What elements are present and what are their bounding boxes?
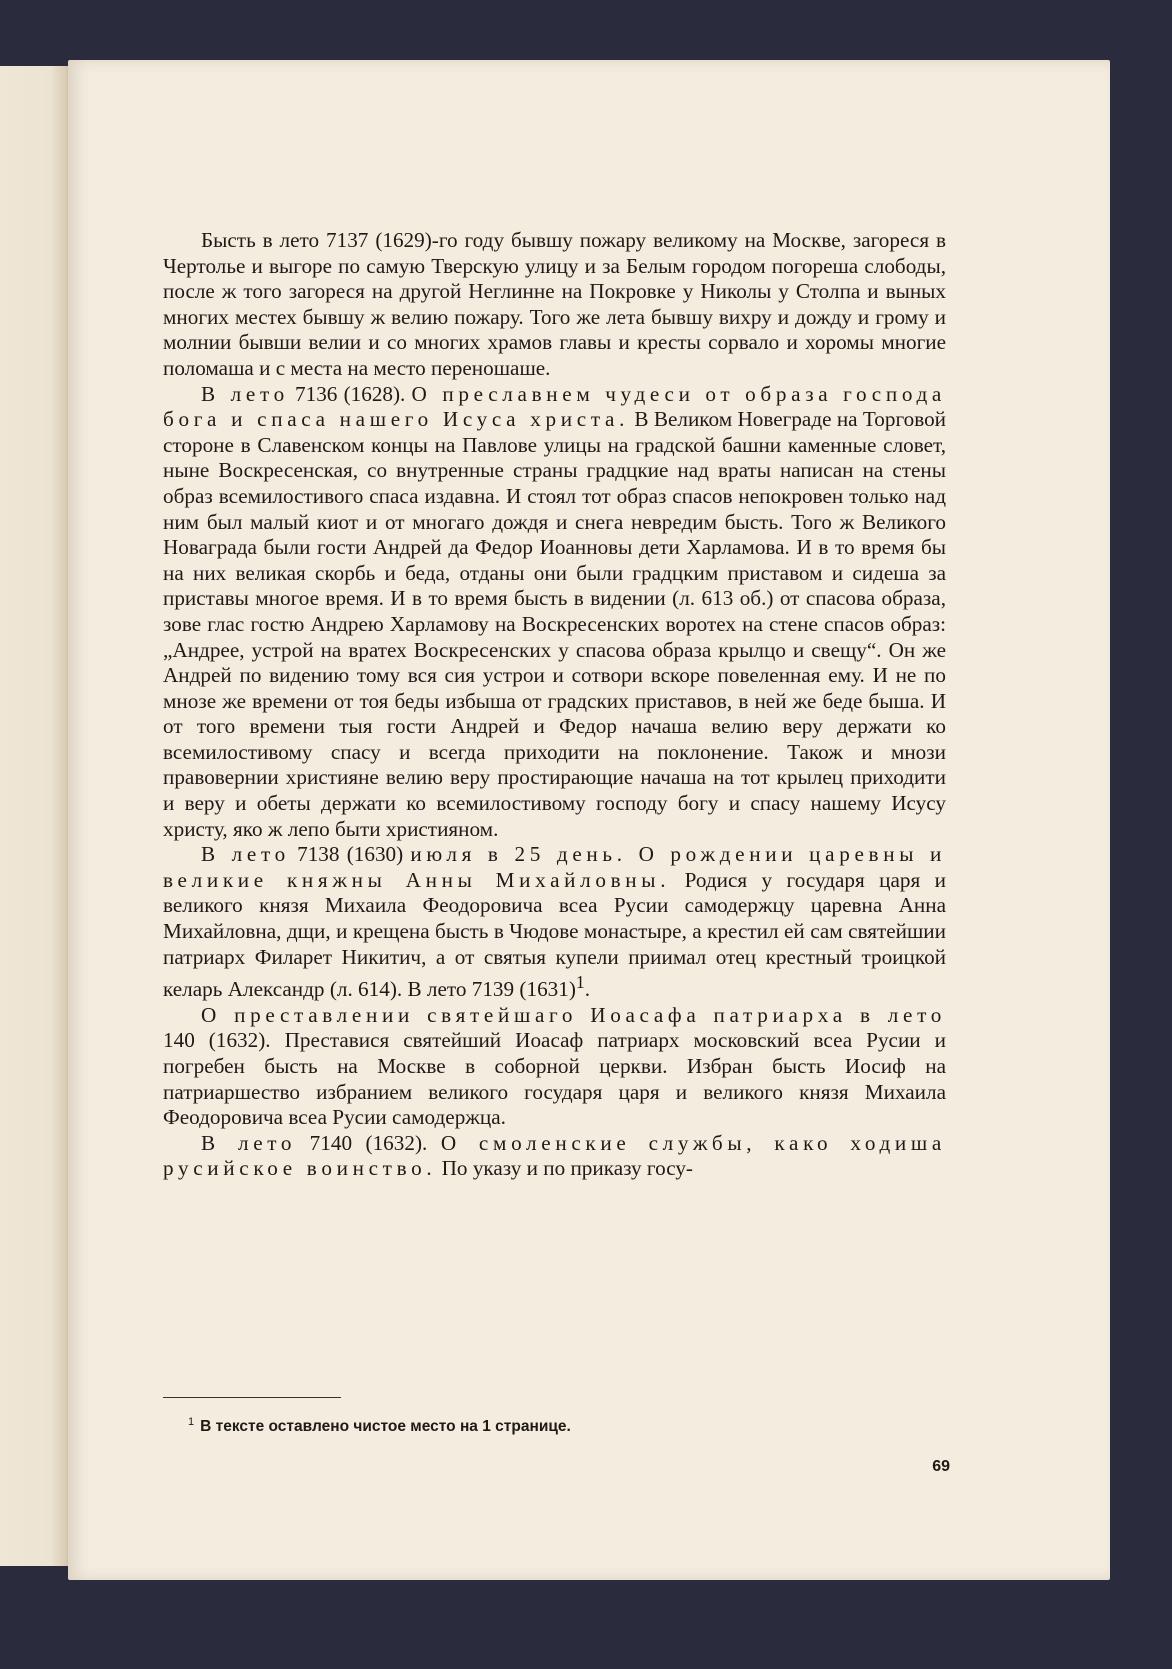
entry-lead: В лето bbox=[201, 381, 289, 406]
footnote-marker: 1 bbox=[188, 1416, 195, 1428]
entry-body: По указу и по приказу госу- bbox=[436, 1156, 693, 1181]
entry-body: Родися у государя царя и великого князя Михаила Феодоровича всеа Русии самодержцу царевна Анна Михайловна, дщи, и крещена бысть в Чюдове монастыре, а крестил ей сам святейшии патриарх Филарет Никитич, а от святыя купели приимал отец крестный троицкой келарь Александр (л. 614). В лето 7139 (1631) bbox=[163, 867, 946, 1002]
entry-heading: О преславнем чудеси от образа господа бога и спаса нашего Исуса христа. bbox=[163, 381, 946, 432]
entry-year: 7138 (1630) bbox=[289, 842, 411, 867]
entry-date: июля в 25 день. bbox=[410, 842, 627, 867]
book-page bbox=[68, 60, 1110, 1580]
entry-heading: О рождении царевны и великие княжны Анны Михайловны. bbox=[163, 842, 946, 892]
footnote-text: В тексте оставлено чистое место на 1 странице. bbox=[200, 1418, 571, 1436]
page-number: 69 bbox=[932, 1458, 950, 1475]
footnote-divider bbox=[163, 1397, 341, 1398]
paragraph-death-ioasaf bbox=[163, 1003, 946, 1131]
entry-year: 7140 (1632). bbox=[296, 1130, 441, 1155]
entry-heading: О преставлении святейшаго Иоасафа патриарха в лето bbox=[201, 1002, 946, 1027]
previous-page-edge bbox=[0, 66, 72, 1566]
entry-lead: В лето bbox=[201, 1130, 297, 1155]
main-text bbox=[163, 228, 946, 1182]
entry-body: В Великом Новеграде на Торговой стороне в Славенском концы на Павлове улицы на градской башни каменные словет, ныне Воскресенская, со внутренные страны градцкие над враты написан на стены образ всемилостивого спаса издавна. И стоял тот образ спасов непокровен только над ним был малый киот и от многаго дождя и снега невредим бысть. Того ж Великого Новаграда были гости Андрей да Федор Иоанновы дети Харламова. И в то время бы на них великая скорбь и беда, отданы они были градцким приставом и сидеша за приставы многое время. И в то время бысть в видении (л. 613 об.) от спасова образа, зове глас гостю Андрею Харламову на Воскресенских воротех на стене спасов образ: „Андрее, устрой на вратех Воскресенских у спасова образа крылцо и свещу“. Он же Андрей по видению тому вся сия устрои и сотвори вскоре повеленная ему. И не по мнозе же времени от тоя беды избыша от градских приставов, в ней же беде быша. И от того времени тыя гости Андрей и Федор начаша велию веру держати ко всемилостивому спасу и всегда приходити на поклонение. Також и мнози правовернии християне велию веру простирающие начаша на тот крылец приходити и веру и обеты держати ко всемилостивому господу богу и спасу нашему Исусу христу, яко ж лепо быти християном. bbox=[163, 407, 946, 841]
paragraph-fire-1629: Бысть в лето 7137 (1629)-го году бывшу пожару великому на Москве, загореся в Чертолье и выгоре по самую Тверскую улицу и за Белым городом погореша слободы, после ж того загореся на другой Неглинне на Покровке у Николы у Столпа и выных многих местех бывшу ж велию пожару. Того же лета бывшу вихру и дожду и грому и молнии бывши велии и со многих храмов главы и кресты сорвало и хоромы многие поломаша и с места на место переношаше. bbox=[163, 228, 946, 380]
entry-body: 140 (1632). Преставися святейший Иоасаф патриарх московский всеа Русии и погребен бысть на Москве в соборной церкви. Избран бысть Иосиф на патриаршество избранием великого государя царя и великого князя Михаила Феодоровича всеа Русии самодержца. bbox=[163, 1028, 946, 1130]
entry-lead: В лето bbox=[201, 842, 290, 867]
footnote-marker: 1 bbox=[575, 972, 585, 993]
paragraph-birth-1630: В лето 7138 (1630) июля в 25 день. О рождении царевны и великие княжны Анны Михайловны. Родися у государя царя и великого князя Михаила Феодоровича всеа Русии самодержцу царевна Анна Михайловна, дщи, и крещена бысть в Чюдове монастыре, а крестил ей сам святейшии патриарх Филарет Никитич, а от святыя купели приимал отец крестный троицкой келарь Александр (л. 614). В лето 7139 $(1631)^1$. bbox=[163, 842, 946, 1002]
paragraph-smolensk-1632 bbox=[163, 1131, 946, 1182]
footnote bbox=[188, 1412, 888, 1437]
entry-heading: О смоленские службы, како ходиша русийское воинство. bbox=[163, 1130, 946, 1181]
paragraph-miracle-1628 bbox=[163, 382, 946, 843]
entry-year: 7136 (1628). bbox=[288, 381, 412, 406]
